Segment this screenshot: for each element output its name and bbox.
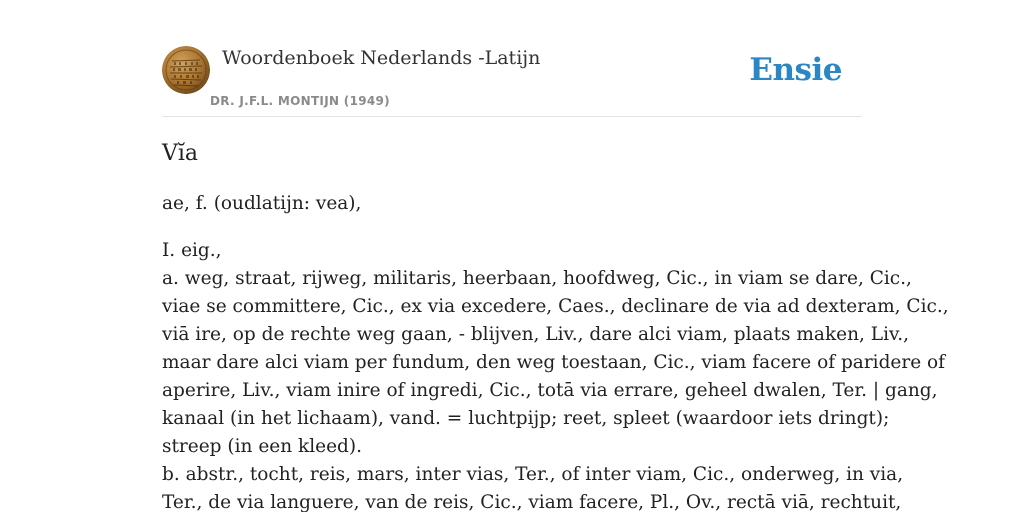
ensie-logo-link[interactable]: Ensie [749,52,842,88]
sense-line: a. weg, straat, rijweg, militaris, heerbaan, hoofdweg, Cic., in viam se dare, Cic., [162,268,912,289]
dictionary-header [162,46,862,117]
author-line: DR. J.F.L. MONTIJN (1949) [210,94,390,108]
sense-line: I. eig., [162,240,222,261]
dictionary-title-link[interactable]: Woordenboek Nederlands -Latijn [222,47,541,69]
sense-line: viā ire, op de rechte weg gaan, - blijven, Liv., dare alci viam, plaats maken, Liv., [162,324,910,345]
sense-line: maar dare alci viam per fundum, den weg toestaan, Cic., viam facere of paridere of [162,352,946,373]
seal-icon [162,46,210,94]
sense-line: b. abstr., tocht, reis, mars, inter vias, Ter., of inter viam, Cic., onderweg, in via, [162,464,904,485]
sense-line: aperire, Liv., viam inire of ingredi, Cic., totā via errare, geheel dwalen, Ter. | gang, [162,380,938,401]
entry-grammar: ae, f. (oudlatijn: vea), [162,193,362,214]
dictionary-entry [162,138,949,512]
sense-line: kanaal (in het lichaam), vand. = luchtpijp; reet, spleet (waardoor iets dringt); [162,408,890,429]
dictionary-seal-image[interactable] [162,46,210,94]
entry-senses [162,237,949,512]
entry-headword: Vĭa [162,141,199,166]
sense-line: Ter., de via languere, van de reis, Cic., viam facere, Pl., Ov., rectā viā, rechtuit, [162,492,902,512]
sense-line: streep (in een kleed). [162,436,362,457]
sense-line: viae se committere, Cic., ex via excedere, Caes., declinare de via ad dexteram, Cic., [162,296,949,317]
